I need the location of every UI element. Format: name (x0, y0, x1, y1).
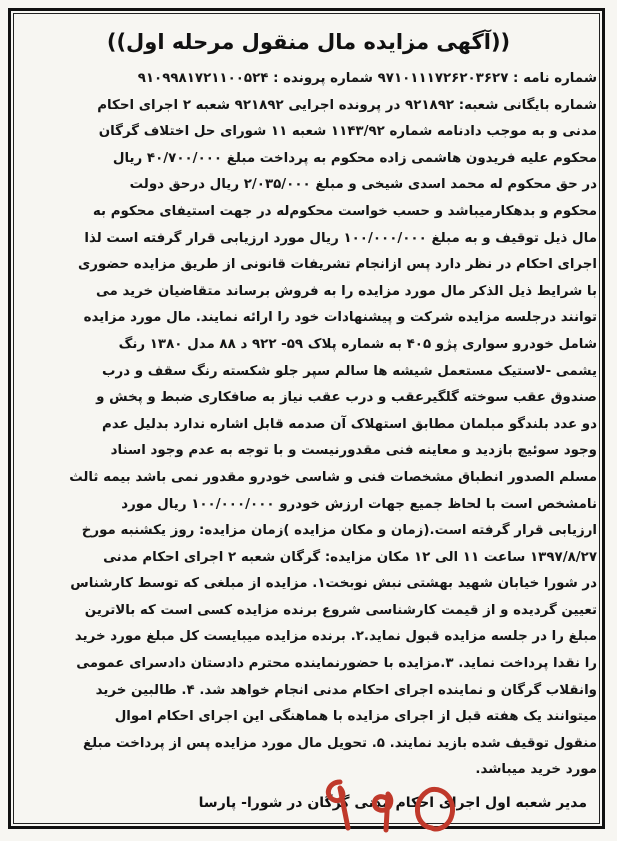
notice-line: شماره نامه : ۹۷۱۰۱۱۱۷۲۶۲۰۳۶۲۷ شماره پرونده : ۹۱۰۹۹۸۱۷۲۱۱۰۰۵۲۴ (137, 71, 597, 86)
notice-line: شماره بایگانی شعبه: ۹۲۱۸۹۲ در پرونده اجرایی ۹۲۱۸۹۲ شعبه ۲ اجرای احکام (97, 97, 597, 113)
notice-line: ارزیابی قرار گرفته است.(زمان و مکان مزایده )زمان مزایده: روز یکشنبه مورخ (81, 523, 597, 539)
notice-line: را نقدا پرداخت نماید. ۳.مزایده با حضورنماینده محترم دادستان دادسرای عمومی (76, 656, 597, 672)
notice-line: مبلغ را در جلسه مزایده قبول نماید.۲. برنده مزایده میبایست کل مبلغ مورد خرید (74, 629, 597, 645)
notice-line: مسلم الصدور انطباق مشخصات فنی و شاسی خودرو مقدور نمی باشد بیمه ثالث (69, 469, 597, 485)
notice-line: شامل خودرو سواری پژو ۴۰۵ به شماره پلاک ۵۹- ۹۲۲ د ۸۸ مدل ۱۳۸۰ رنگ (118, 336, 597, 352)
notice-line: نامشخص است با لحاظ جمیع جهات ارزش خودرو ۱۰۰/۰۰۰/۰۰۰ ریال مورد (121, 496, 597, 512)
notice-line: تعیین گردیده و از قیمت کارشناسی شروع برنده مزایده کسی است که بالاترین (84, 602, 597, 618)
handwritten-number-mark (300, 768, 480, 838)
notice-line: با شرایط ذیل الذکر مال مورد مزایده را به فروش برساند متقاضیان خرید می (95, 283, 597, 299)
notice-line: میتوانند یک هفته قبل از اجرای مزایده با هماهنگی این اجرای احکام اموال (114, 709, 597, 725)
notice-line: محکوم علیه فریدون هاشمی زاده محکوم به پرداخت مبلغ ۴۰/۷۰۰/۰۰۰ ریال (112, 150, 597, 166)
notice-line: ۱۳۹۷/۸/۲۷ ساعت ۱۱ الی ۱۲ مکان مزایده: گرگان شعبه ۲ اجرای احکام مدنی (103, 549, 597, 565)
notice-line: مورد خرید میباشد. (475, 762, 597, 778)
notice-line: محکوم و بدهکارمیباشد و حسب خواست محکوم‌له در جهت استیفای محکوم به (92, 203, 597, 219)
notice-line: وانقلاب گرگان و نماینده اجرای احکام مدنی انجام خواهد شد. ۴. طالبین خرید (95, 682, 597, 698)
notice-title: ((آگهی مزایده مال منقول مرحله اول)) (106, 30, 511, 54)
notice-line: اجرای احکام در نظر دارد پس ازانجام تشریفات قانونی از طریق مزایده حضوری (77, 257, 597, 273)
notice-line: صندوق عقب سوخته گلگیرعقب و درب عقب نیاز به صافکاری ضبط و پخش و (96, 390, 597, 406)
notice-line: در شورا خیابان شهید بهشتی نبش نوبخت۱. مزایده از مبلغی که توسط کارشناس (70, 576, 597, 592)
notice-line: دو عدد بلندگو مبلمان مطابق استهلاک آن صدمه قابل اشاره ندارد بدلیل عدم (102, 416, 597, 432)
notice-line: یشمی -لاستیک مستعمل شیشه ها سالم سپر جلو شکسته رنگ سقف و درب (102, 363, 597, 379)
notice-line: منقول توقیف شده بازید نمایند. ۵. تحویل مال مورد مزایده پس از پرداخت مبلغ (83, 735, 597, 751)
notice-line: توانند درجلسه مزایده شرکت و پیشنهادات خود را ارائه نمایند. مال مورد مزایده (83, 310, 597, 326)
notice-signature: مدیر شعبه اول اجرای احکام مدنی گرگان در شورا- پارسا (198, 795, 587, 811)
notice-line: مدنی و به موجب دادنامه شماره ۱۱۴۳/۹۲ شعبه ۱۱ شورای حل اختلاف گرگان (98, 124, 597, 140)
notice-line: در حق محکوم له محمد اسدی شیخی و مبلغ ۲/۰۳۵/۰۰۰ ریال درحق دولت (129, 177, 597, 193)
notice-line: وجود سوئیچ بازدید و معاینه فنی مقدورنیست و با توجه به عدم وجود اسناد (110, 443, 597, 459)
notice-body (22, 66, 597, 786)
notice-line: مال ذیل توقیف و به مبلغ ۱۰۰/۰۰۰/۰۰۰ ریال مورد ارزیابی قرار گرفته است لذا (84, 230, 597, 246)
